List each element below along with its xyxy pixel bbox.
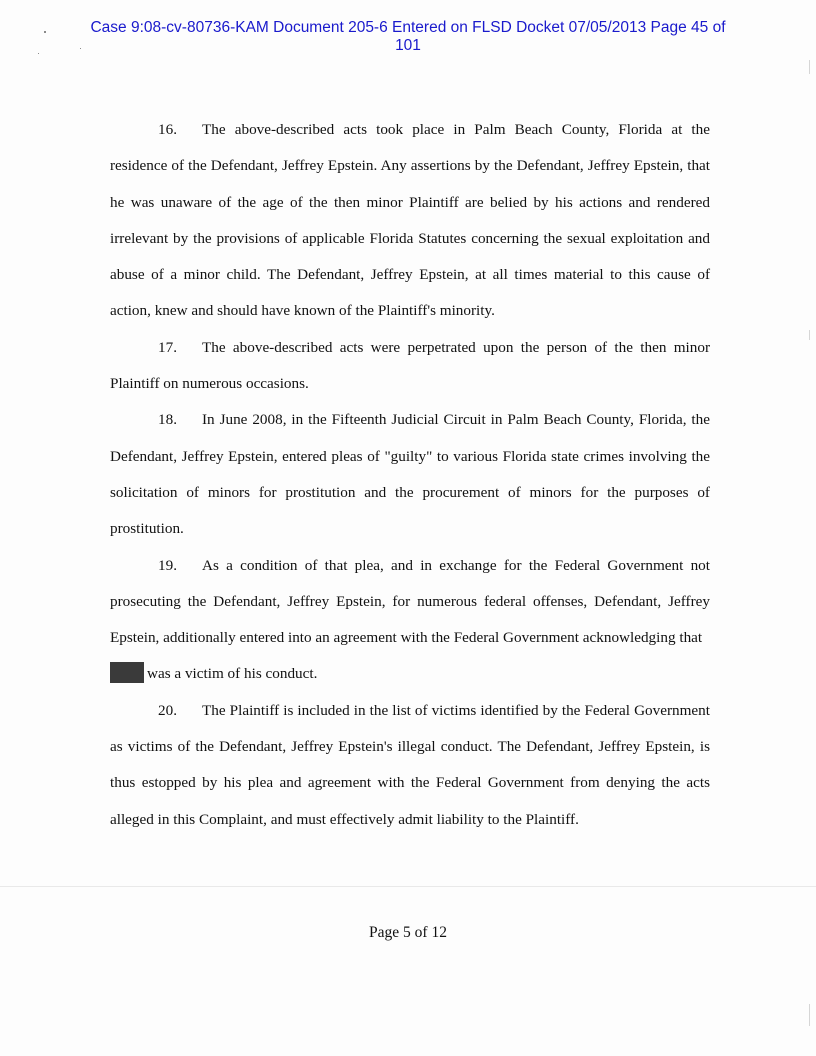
docket-line: Case 9:08-cv-80736-KAM Document 205-6 Entered on FLSD Docket 07/05/2013 Page 45 of: [90, 19, 726, 36]
scan-speck: [44, 31, 46, 33]
paragraph-text: The above-described acts were perpetrated upon the person of the then minor Plaintiff on numerous occasions.: [110, 338, 710, 393]
paragraph-text: was a victim of his conduct.: [147, 665, 318, 683]
scan-speck: [38, 53, 39, 54]
scan-edge-mark: [809, 330, 810, 340]
paragraph-18: [110, 402, 710, 547]
paragraph-19: [110, 548, 710, 657]
paragraph-text: The Plaintiff is included in the list of victims identified by the Federal Government as victims of the Defendant, Jeffrey Epstein's illegal conduct. The Defendant, Jeffrey Epstein, is thus estopped by his plea and agreement with the Federal Government from denying the acts alleged in this Complaint, and must effectively admit liability to the Plaintiff.: [110, 701, 710, 828]
paragraph-16: [110, 112, 710, 330]
paragraph-text: The above-described acts took place in Palm Beach County, Florida at the residence of the Defendant, Jeffrey Epstein. Any assertions by the Defendant, Jeffrey Epstein, that he was unaware of the age of the then minor Plaintiff are belied by his actions and rendered irrelevant by the provisions of applicable Florida Statutes concerning the sexual exploitation and abuse of a minor child. The Defendant, Jeffrey Epstein, at all times material to this cause of action, knew and should have known of the Plaintiff's minority.: [110, 121, 710, 320]
paragraph-19-continuation: [110, 656, 710, 692]
paragraph-number: 20.: [158, 701, 177, 719]
paragraph-number: 17.: [158, 338, 177, 356]
paragraph-number: 16.: [158, 121, 177, 138]
complaint-body: [110, 112, 710, 838]
paragraph-number: 18.: [158, 411, 177, 429]
scan-edge-mark: [809, 60, 810, 74]
scan-fold-line: [0, 886, 816, 887]
paragraph-text: As a condition of that plea, and in exchange for the Federal Government not prosecuting the Defendant, Jeffrey Epstein, for numerous federal offenses, Defendant, Jeffrey Epstein, additionally entered into an agreement with the Federal Government acknowledging that: [110, 556, 710, 647]
paragraph-text: In June 2008, in the Fifteenth Judicial Circuit in Palm Beach County, Florida, the Defendant, Jeffrey Epstein, entered pleas of "guilty" to various Florida state crimes involving the solicitation of minors for prostitution and the procurement of minors for the purposes of prostitution.: [110, 411, 710, 538]
paragraph-number: 19.: [158, 556, 177, 574]
docket-header: [30, 19, 786, 55]
paragraph-20: [110, 693, 710, 838]
page-number-footer: Page 5 of 12: [369, 924, 447, 941]
paragraph-17: [110, 330, 710, 403]
redaction-block: [110, 662, 144, 683]
scan-speck: [80, 48, 81, 49]
docket-line-page-total: 101: [395, 37, 421, 54]
scan-edge-mark: [809, 1004, 810, 1026]
